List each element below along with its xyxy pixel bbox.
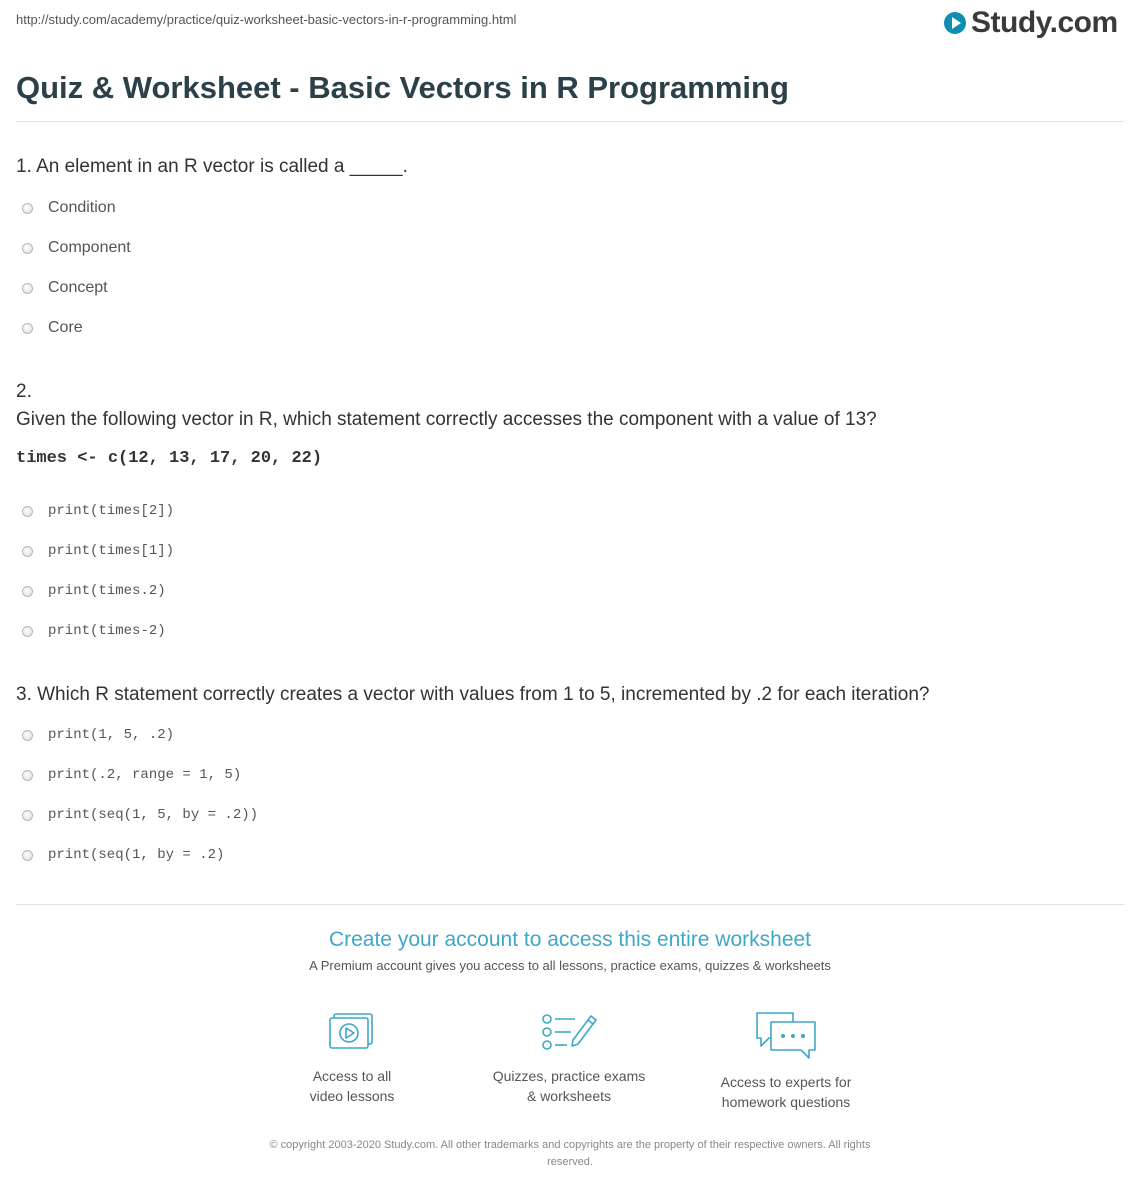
question-3-option-c[interactable]: [22, 807, 258, 823]
radio-button[interactable]: [22, 810, 33, 821]
option-label: print(times.2): [48, 583, 166, 599]
radio-button[interactable]: [22, 586, 33, 597]
page-url: http://study.com/academy/practice/quiz-worksheet-basic-vectors-in-r-programming.html: [16, 12, 517, 27]
radio-button[interactable]: [22, 203, 33, 214]
feature-quizzes: [479, 1010, 659, 1106]
option-label: print(times-2): [48, 623, 166, 639]
option-label: Core: [48, 319, 83, 336]
radio-button[interactable]: [22, 283, 33, 294]
radio-button[interactable]: [22, 243, 33, 254]
option-label: print(times[1]): [48, 543, 175, 559]
feature-line: Access to experts for: [720, 1074, 852, 1090]
question-1-option-c[interactable]: [22, 279, 108, 297]
question-2-code: times <- c(12, 13, 17, 20, 22): [16, 449, 323, 468]
feature-experts: [696, 1010, 876, 1112]
question-2-option-a[interactable]: [22, 503, 174, 519]
feature-video-lessons: [262, 1010, 442, 1106]
chat-bubbles-icon: [753, 1010, 819, 1062]
question-1-option-b[interactable]: [22, 239, 131, 257]
feature-line: video lessons: [309, 1088, 395, 1104]
copyright-line: © copyright 2003-2020 Study.com. All other trademarks and copyrights are the property of their respective owners. All rights: [269, 1139, 871, 1151]
question-1-option-a[interactable]: [22, 199, 116, 217]
question-1-option-d[interactable]: [22, 319, 83, 337]
page-title: Quiz & Worksheet - Basic Vectors in R Programming: [16, 70, 789, 105]
video-lesson-icon: [324, 1010, 380, 1056]
question-3-title: 3. Which R statement correctly creates a vector with values from 1 to 5, incremented by .2 for each iteration?: [16, 684, 930, 705]
study-logo[interactable]: [944, 6, 1118, 40]
radio-button[interactable]: [22, 626, 33, 637]
question-3-option-a[interactable]: [22, 727, 174, 743]
feature-line: homework questions: [721, 1094, 851, 1110]
option-label: print(.2, range = 1, 5): [48, 767, 242, 783]
option-label: Concept: [48, 279, 108, 296]
radio-button[interactable]: [22, 850, 33, 861]
logo-text: Study.com: [971, 6, 1118, 39]
option-label: print(seq(1, by = .2): [48, 847, 225, 863]
option-label: print(1, 5, .2): [48, 727, 175, 743]
quiz-checklist-icon: [539, 1010, 599, 1056]
cta-subtitle: A Premium account gives you access to all lessons, practice exams, quizzes & worksheets: [309, 958, 831, 973]
radio-button[interactable]: [22, 323, 33, 334]
option-label: print(times[2]): [48, 503, 175, 519]
copyright-notice: [210, 1137, 930, 1171]
feature-line: & worksheets: [526, 1088, 612, 1104]
question-2-number: 2.: [16, 381, 32, 402]
copyright-line: reserved.: [547, 1156, 593, 1168]
radio-button[interactable]: [22, 770, 33, 781]
radio-button[interactable]: [22, 730, 33, 741]
question-2-option-c[interactable]: [22, 583, 166, 599]
question-2-title: Given the following vector in R, which statement correctly accesses the component with a value of 13?: [16, 409, 877, 430]
question-1-title: 1. An element in an R vector is called a _____.: [16, 156, 408, 177]
option-label: Condition: [48, 199, 116, 216]
question-2-option-d[interactable]: [22, 623, 166, 639]
cta-title[interactable]: Create your account to access this entire worksheet: [328, 928, 812, 951]
radio-button[interactable]: [22, 506, 33, 517]
play-logo-icon: [944, 12, 966, 34]
option-label: print(seq(1, 5, by = .2)): [48, 807, 259, 823]
radio-button[interactable]: [22, 546, 33, 557]
question-3-option-b[interactable]: [22, 767, 241, 783]
feature-line: Quizzes, practice exams: [492, 1068, 646, 1084]
title-divider: [16, 121, 1124, 122]
feature-line: Access to all: [312, 1068, 392, 1084]
question-3-option-d[interactable]: [22, 847, 224, 863]
cta-divider: [16, 904, 1124, 905]
option-label: Component: [48, 239, 131, 256]
question-2-option-b[interactable]: [22, 543, 174, 559]
